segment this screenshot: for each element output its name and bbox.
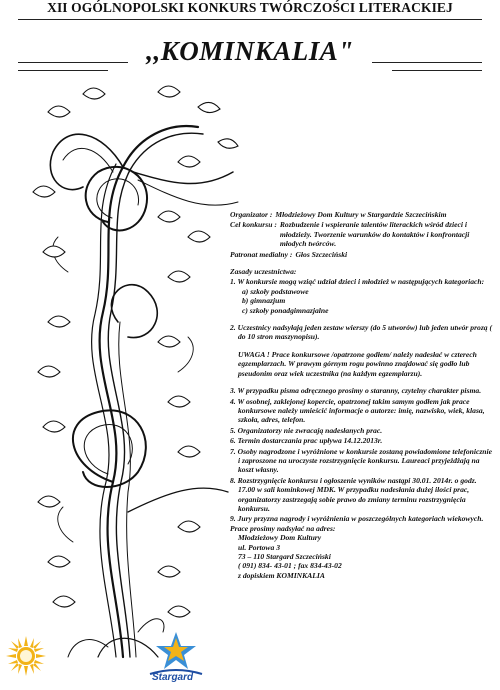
divider-right — [372, 62, 482, 63]
rule-3: 3. W przypadku pisma odręcznego prosimy o staranny, czytelny charakter pisma. — [230, 386, 482, 396]
sun-logo — [5, 635, 47, 677]
contest-heading: XII OGÓLNOPOLSKI KONKURS TWÓRCZOŚCI LITERACKIEJ — [47, 0, 453, 15]
header — [0, 0, 500, 16]
patron-label: Patronat medialny : — [230, 249, 293, 259]
rule-5: 5. Organizatorzy nie zwracają nadesłanych prac. — [230, 425, 383, 435]
address-line-3: 73 – 110 Stargard Szczeciński — [238, 552, 331, 561]
address-line-5: z dopiskiem KOMINKALIA — [238, 570, 325, 580]
rule-1: 1. W konkursie mogą wziąć udział dzieci i młodzież w następujących kategoriach: — [230, 277, 485, 287]
divider-left-lower — [18, 70, 108, 71]
contest-info — [230, 210, 492, 580]
goal-value: Rozbudzenie i wspieranie talentów literackich wśród dzieci i młodzieży. Tworzenie warunków do kontaktów i konfrontacji młodych twórców. — [279, 220, 470, 249]
address-line-2: ul. Portowa 3 — [238, 542, 280, 552]
rules-heading: Zasady uczestnictwa: — [230, 267, 297, 277]
patron-value: Głos Szczeciński — [295, 249, 348, 259]
stargard-label: Stargard — [152, 672, 194, 683]
divider-left — [18, 62, 128, 63]
category-c: c) szkoły ponadgimnazjalne — [242, 305, 329, 315]
organizer-value: Młodzieżowy Dom Kultury w Stargardzie Szczecińskim — [275, 210, 447, 219]
category-a: a) szkoły podstawowe — [242, 286, 309, 296]
address-line-1: Młodzieżowy Dom Kultury — [238, 533, 322, 543]
rule-2: 2. Uczestnicy nadsyłają jeden zestaw wierszy (do 5 utworów) lub jeden utwór prozą ( do 10 stron maszynopisu). — [230, 323, 492, 342]
goal-label: Cel konkursu : — [230, 220, 277, 230]
rule-8: 8. Rozstrzygnięcie konkursu i ogłoszenie wyników nastąpi 30.01. 2014r. o godz. 17.00 w sali kominkowej MDK. W przypadku nadesłania dużej ilości prac, organizatorzy zastrzegają sobie prawo do zmiany terminu rozstrzygnięcia konkursu. — [230, 475, 477, 513]
rule-4: 4. W osobnej, zaklejonej kopercie, opatrzonej takim samym godłem jak prace konkursowe należy umieścić informacje o autorze: imię, nazwisko, wiek, klasa, szkoła, adres, telefon. — [230, 396, 485, 425]
patron-row — [230, 250, 492, 259]
notice: UWAGA ! Prace konkursowe /opatrzone godłem/ należy nadesłać w czterech egzemplarzach. W prawym górnym rogu powinno znajdować się godło lub pseudonim oraz wiek uczestnika (na każdym egzemplarzu). — [238, 349, 477, 378]
page-title: ,,KOMINKALIA" — [146, 36, 354, 66]
address-line-4: ( 091) 834- 43-01 ; fax 834-43-02 — [238, 561, 342, 571]
goal-row — [230, 220, 492, 248]
divider-right-lower — [392, 70, 482, 71]
address-heading: Prace prosimy nadsyłać na adres: — [230, 523, 336, 533]
organizer-row — [230, 210, 492, 219]
rule-6: 6. Termin dostarczania prac upływa 14.12.2013r. — [230, 436, 383, 446]
category-b: b) gimnazjum — [242, 296, 286, 306]
divider-top — [18, 19, 482, 20]
rule-9: 9. Jury przyzna nagrody i wyróżnienia w poszczególnych kategoriach wiekowych. — [230, 514, 484, 524]
organizer-label: Organizator : — [230, 210, 273, 219]
rule-7: 7. Osoby nagrodzone i wyróżnione w konkursie zostaną powiadomione telefonicznie i zaproszone na uroczyste rozstrzygnięcie konkursu. Laureaci przyjeżdżają na koszt własny. — [230, 446, 493, 475]
vine-illustration — [28, 72, 248, 662]
